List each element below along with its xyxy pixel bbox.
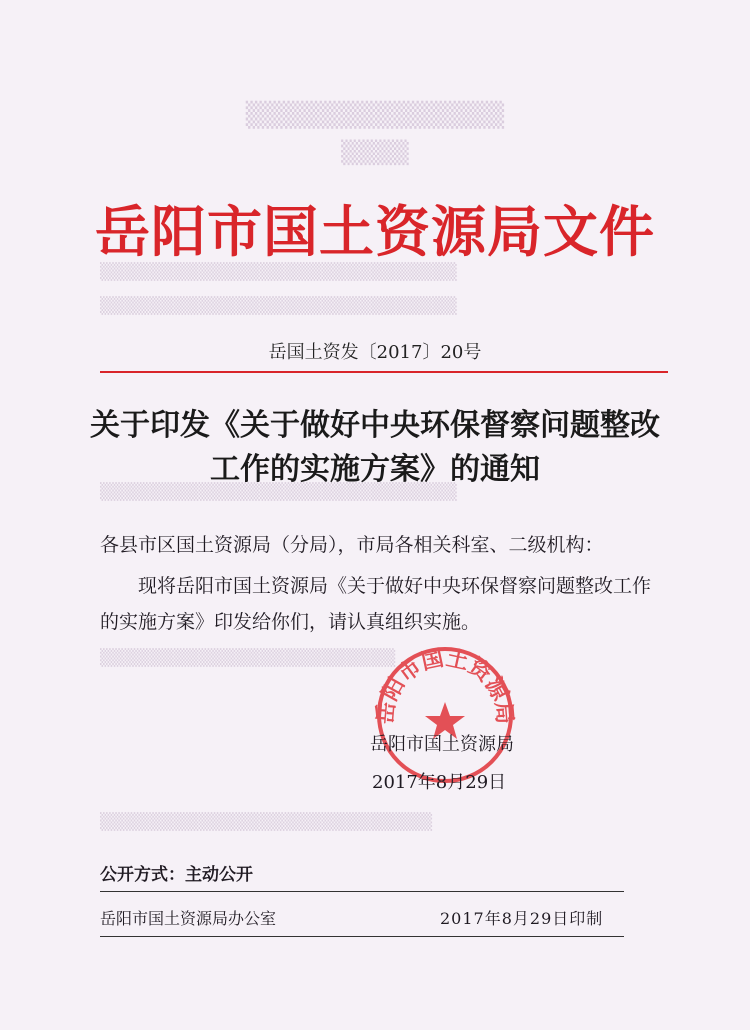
signer-name: 岳阳市国土资源局	[370, 734, 514, 755]
signing-date: 2017年8月29日	[372, 772, 507, 793]
document-number: 岳国土资发〔2017〕20号	[268, 342, 482, 363]
bleed-through-text: ▒▒▒▒▒▒▒▒▒▒▒▒▒▒▒▒▒▒▒▒▒▒▒▒▒▒▒▒▒	[100, 482, 457, 501]
notice-title-line2: 工作的实施方案》的通知	[210, 452, 540, 487]
bleed-through-text: ▒▒▒▒	[341, 140, 409, 166]
bleed-through-text: ▒▒▒▒▒▒▒▒▒▒▒▒▒▒▒▒▒▒▒▒▒▒▒▒▒▒▒	[100, 812, 433, 831]
addressee: 各县市区国土资源局（分局），市局各相关科室、二级机构：	[100, 534, 604, 556]
notice-body: 现将岳阳市国土资源局《关于做好中央环保督察问题整改工作的实施方案》印发给你们，请认真组织实施。	[100, 575, 652, 633]
bleed-through-text: ▒▒▒▒▒▒▒▒▒▒▒▒▒▒	[245, 100, 505, 129]
red-separator-line	[100, 371, 668, 373]
print-date: 2017年8月29日印制	[440, 909, 604, 928]
bleed-through-text: ▒▒▒▒▒▒▒▒▒▒▒▒▒▒▒▒▒▒▒▒▒▒▒▒▒▒▒▒▒	[100, 296, 457, 315]
notice-title-line1: 关于印发《关于做好中央环保督察问题整改	[90, 408, 660, 443]
document-header-title: 岳阳市国土资源局文件	[94, 200, 655, 264]
disclosure-method: 公开方式：主动公开	[100, 865, 253, 885]
bleed-through-text: ▒▒▒▒▒▒▒▒▒▒▒▒▒▒▒▒▒▒▒▒▒▒▒▒▒▒▒▒▒	[100, 262, 457, 281]
footer-rule-top	[100, 891, 624, 892]
seal-text: 岳阳市国土资源局	[373, 646, 517, 725]
footer-rule-bottom	[100, 936, 624, 937]
bleed-through-text: ▒▒▒▒▒▒▒▒▒▒▒▒▒▒▒▒▒▒▒▒▒▒▒▒	[100, 648, 396, 667]
notice-title	[60, 404, 690, 492]
issuing-office: 岳阳市国土资源局办公室	[100, 909, 277, 928]
